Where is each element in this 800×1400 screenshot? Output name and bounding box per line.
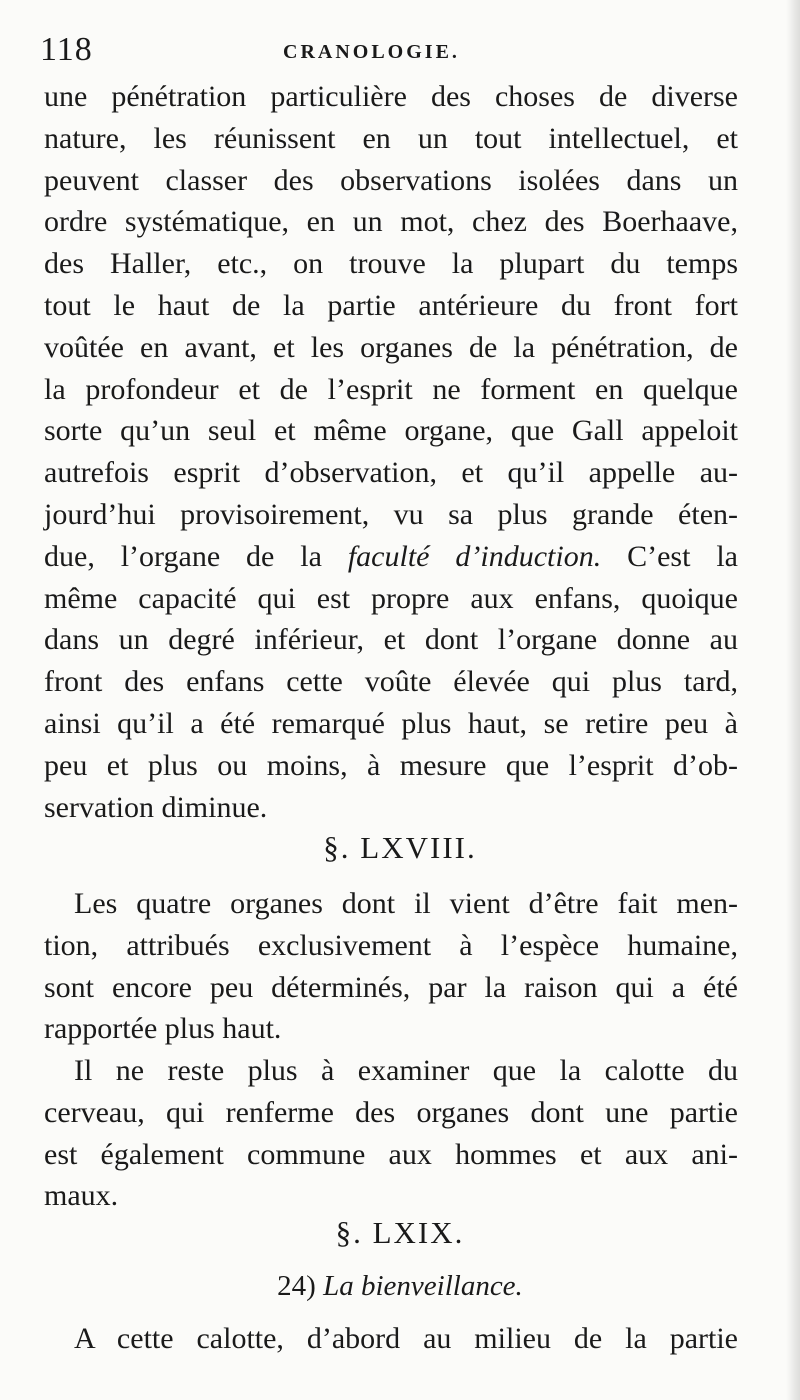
text-line: Les quatre organes dont il vient d’être fait men- bbox=[74, 887, 738, 920]
text-line: rapportée plus haut. bbox=[44, 1012, 282, 1046]
text-line: des Haller, etc., on trouve la plupart du temps bbox=[44, 247, 738, 281]
paragraph-continuation bbox=[44, 76, 738, 828]
text-line: est également commune aux hommes et aux ani- bbox=[44, 1137, 738, 1171]
text-line: autrefois esprit d’observation, et qu’il appelle au- bbox=[44, 456, 738, 490]
page-number: 118 bbox=[40, 31, 93, 68]
paragraph-68-b bbox=[44, 1050, 738, 1217]
text-line: cerveau, qui renferme des organes dont une partie bbox=[44, 1095, 738, 1129]
running-head bbox=[0, 30, 800, 70]
paragraph-69 bbox=[44, 1318, 738, 1360]
text-line: tout le haut de la partie antérieure du front fort bbox=[44, 288, 738, 322]
text-line: dans un degré inférieur, et dont l’organe donne au bbox=[44, 623, 738, 657]
page-edge-shadow bbox=[786, 0, 800, 1400]
text-line: nature, les réunissent en un tout intellectuel, et bbox=[44, 121, 738, 155]
text-line: front des enfans cette voûte élevée qui plus tard, bbox=[44, 665, 738, 699]
running-title: CRANOLOGIE. bbox=[283, 41, 460, 63]
text-line-with-italic bbox=[44, 536, 738, 578]
text-line: Il ne reste plus à examiner que la calotte du bbox=[74, 1054, 738, 1087]
text-fragment: C’est la bbox=[601, 539, 739, 573]
section-heading-68: §. LXVIII. bbox=[323, 830, 477, 865]
subsection-title bbox=[0, 1270, 800, 1303]
text-line: maux. bbox=[44, 1179, 119, 1213]
text-line: ordre systématique, en un mot, chez des Boerhaave, bbox=[44, 205, 738, 239]
text-line: jourd’hui provisoirement, vu sa plus grande éten- bbox=[44, 497, 738, 531]
paragraph-68-a bbox=[44, 883, 738, 1050]
text-line: voûtée en avant, et les organes de la pénétration, de bbox=[44, 330, 738, 364]
text-line: sont encore peu déterminés, par la raison qui a été bbox=[44, 970, 738, 1004]
text-line: peuvent classer des observations isolées dans un bbox=[44, 163, 738, 197]
text-line: tion, attribués exclusivement à l’espèce humaine, bbox=[44, 928, 738, 962]
section-heading-69: §. LXIX. bbox=[335, 1215, 465, 1250]
text-line: une pénétration particulière des choses de diverse bbox=[44, 80, 738, 113]
text-line: servation diminue. bbox=[44, 790, 268, 824]
text-line: peu et plus ou moins, à mesure que l’esprit d’ob- bbox=[44, 748, 738, 782]
italic-term: faculté d’induction. bbox=[347, 539, 602, 573]
text-fragment: due, l’organe de la bbox=[44, 539, 348, 573]
text-line: même capacité qui est propre aux enfans, quoique bbox=[44, 581, 738, 615]
subsection-name: La bienveillance. bbox=[323, 1270, 523, 1302]
text-line: ainsi qu’il a été remarqué plus haut, se retire peu à bbox=[44, 706, 738, 740]
text-line: sorte qu’un seul et même organe, que Gall appeloit bbox=[44, 414, 738, 448]
text-line: la profondeur et de l’esprit ne forment en quelque bbox=[44, 372, 738, 406]
subsection-number: 24) bbox=[277, 1270, 316, 1302]
text-line: A cette calotte, d’abord au milieu de la partie bbox=[74, 1322, 738, 1355]
